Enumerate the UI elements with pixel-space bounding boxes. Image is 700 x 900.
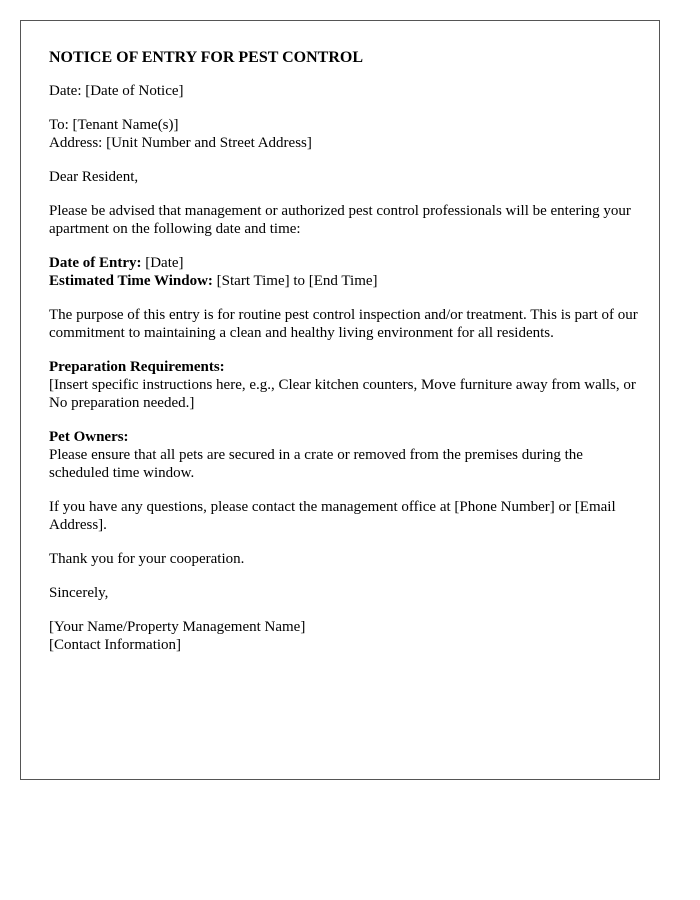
- entry-window-label: Estimated Time Window:: [49, 273, 213, 289]
- entry-date-value: [Date]: [141, 255, 184, 271]
- preparation-section: [49, 358, 639, 412]
- preparation-body: [Insert specific instructions here, e.g., Clear kitchen counters, Move furniture away from walls, or No preparation needed.]: [49, 377, 636, 411]
- salutation: Dear Resident,: [49, 169, 139, 185]
- thanks-paragraph: Thank you for your cooperation.: [49, 551, 245, 567]
- pets-heading: Pet Owners:: [49, 429, 129, 445]
- recipient-address: Address: [Unit Number and Street Address]: [49, 135, 312, 151]
- preparation-heading: Preparation Requirements:: [49, 359, 225, 375]
- entry-date-label: Date of Entry:: [49, 255, 142, 271]
- recipient-to: To: [Tenant Name(s)]: [49, 117, 179, 133]
- entry-date-line: [49, 254, 639, 272]
- purpose-paragraph: The purpose of this entry is for routine pest control inspection and/or treatment. This is part of our commitment to maintaining a clean and healthy living environment for all residents.: [49, 307, 638, 341]
- recipient-block: [49, 116, 639, 152]
- signature-contact: [Contact Information]: [49, 637, 182, 653]
- closing: Sincerely,: [49, 585, 109, 601]
- notice-date: Date: [Date of Notice]: [49, 83, 184, 99]
- notice-content: [49, 48, 639, 670]
- notice-page: [20, 20, 660, 780]
- pets-body: Please ensure that all pets are secured in a crate or removed from the premises during the scheduled time window.: [49, 447, 583, 481]
- pets-section: [49, 428, 639, 482]
- signature-block: [49, 618, 639, 654]
- signature-name: [Your Name/Property Management Name]: [49, 619, 306, 635]
- entry-window-line: [49, 272, 639, 290]
- entry-details: [49, 254, 639, 290]
- entry-window-value: [Start Time] to [End Time]: [212, 273, 378, 289]
- questions-paragraph: If you have any questions, please contact the management office at [Phone Number] or [Email Address].: [49, 499, 616, 533]
- intro-paragraph: Please be advised that management or authorized pest control professionals will be entering your apartment on the following date and time:: [49, 203, 631, 237]
- notice-title: NOTICE OF ENTRY FOR PEST CONTROL: [49, 49, 363, 66]
